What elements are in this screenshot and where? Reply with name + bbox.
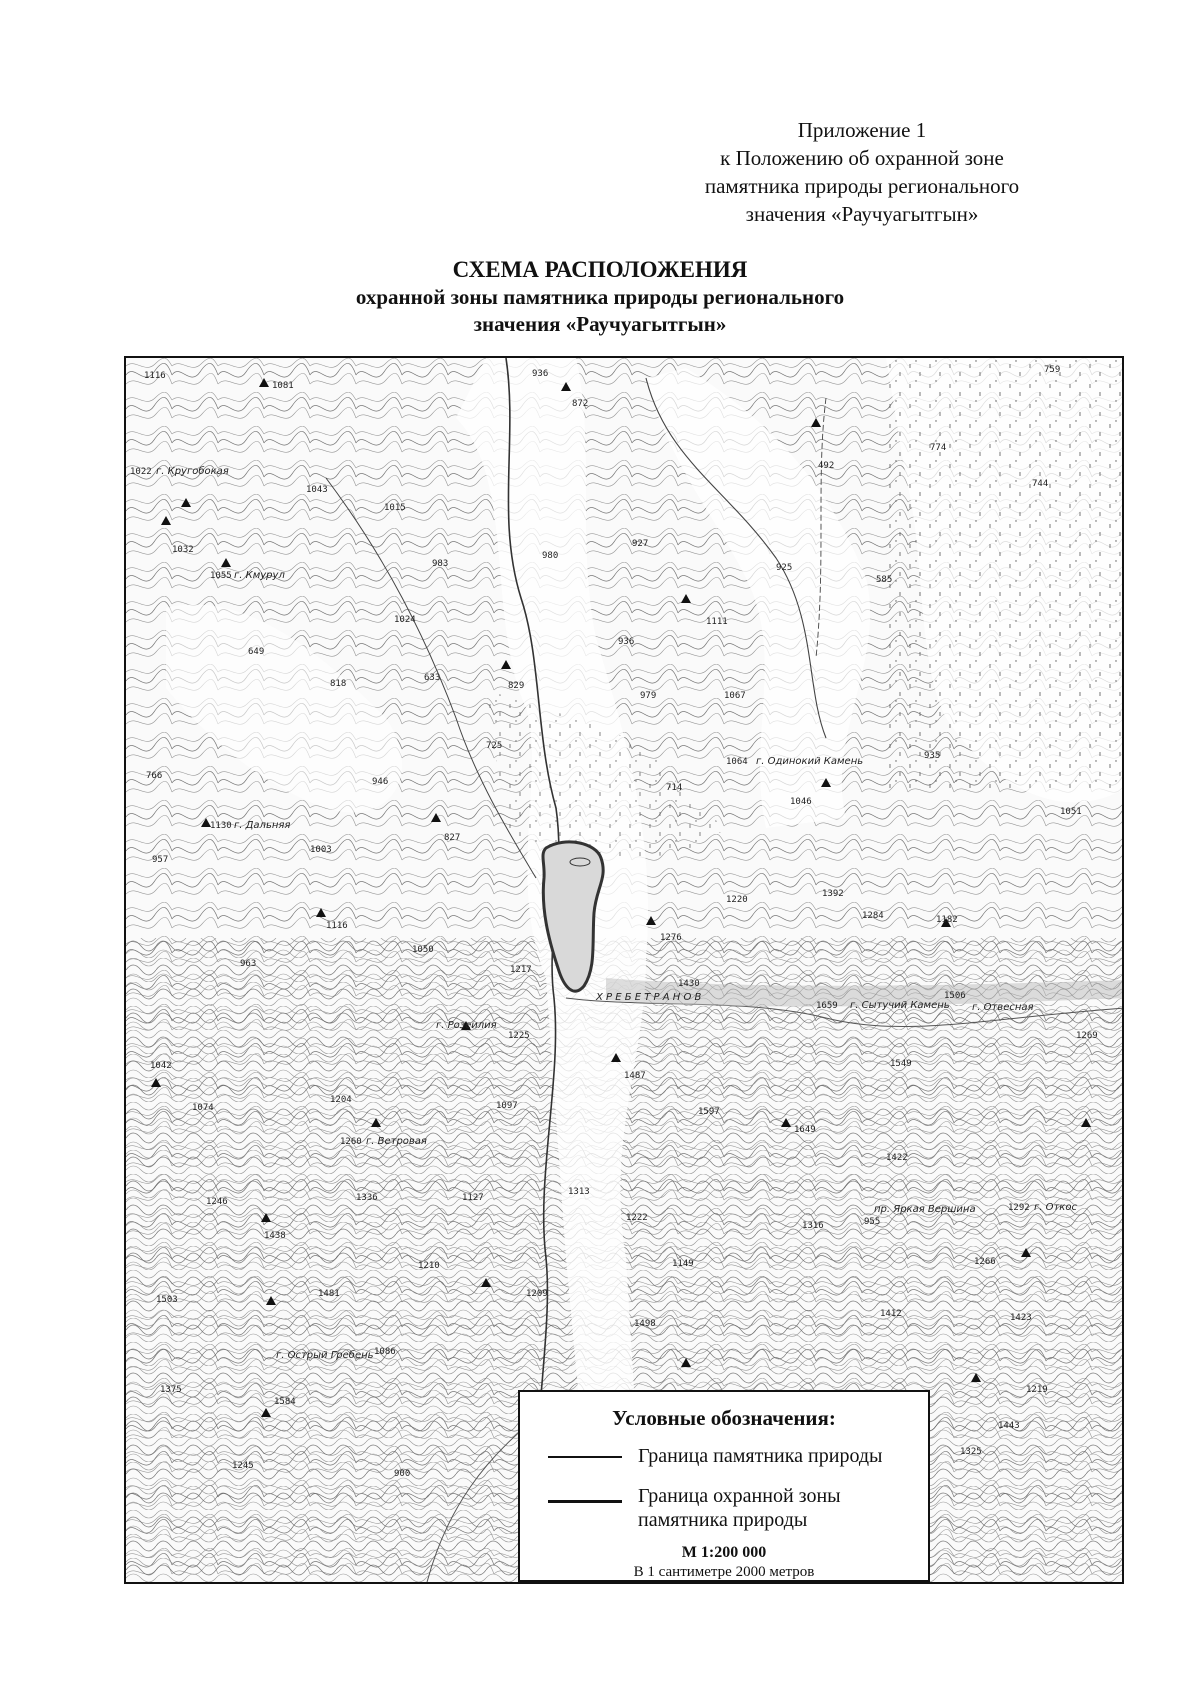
elev-1086: 1086 [374,1347,396,1357]
elev-1032: 1032 [172,545,194,555]
elev-714: 714 [666,783,683,793]
name-otkos: г. Откос [1034,1202,1077,1213]
name-rozeiliya: г. Розеилия [436,1020,497,1031]
elev-1313: 1313 [568,1187,590,1197]
elev-1127: 1127 [462,1193,484,1203]
elev-1503: 1503 [156,1295,178,1305]
elev-1659: 1659 [816,1001,838,1011]
elev-1149: 1149 [672,1259,694,1269]
name-yarkaya: пр. Яркая Вершина [874,1204,976,1215]
elev-1487: 1487 [624,1071,646,1081]
title-line-1: СХЕМА РАСПОЛОЖЕНИЯ [452,257,748,282]
elev-1260: 1260 [340,1137,362,1147]
legend-scale: М 1:200 000 [681,1544,767,1561]
elev-1269: 1269 [1076,1031,1098,1041]
elev-1042: 1042 [150,1061,172,1071]
elev-1097: 1097 [496,1101,518,1111]
elev-927: 927 [632,539,649,549]
name-kmurul: г. Кмурул [234,570,285,581]
elev-1649: 1649 [794,1125,816,1135]
name-sytuchiy: г. Сытучий Камень [850,1000,950,1011]
name-krugobokaya: г. Кругобокая [156,466,229,477]
elev-935: 935 [924,751,941,761]
legend-line-protected-zone [548,1500,622,1503]
elev-1074: 1074 [192,1103,214,1113]
elev-1111: 1111 [706,617,728,627]
name-khrebet: Х Р Е Б Е Т Р А Н О В [596,992,702,1003]
elev-1051: 1051 [1060,807,1082,817]
map-legend [518,1390,930,1582]
elev-1245: 1245 [232,1461,254,1471]
elev-1081: 1081 [272,381,294,391]
elev-1481: 1481 [318,1289,340,1299]
legend-item-monument: Граница памятника природы [638,1445,883,1467]
elev-1220: 1220 [726,895,748,905]
elev-766: 766 [146,771,163,781]
elev-1336: 1336 [356,1193,378,1203]
elev-1024: 1024 [394,615,416,625]
elev-1325: 1325 [960,1447,982,1457]
annex-line-1: Приложение 1 [797,118,927,142]
elev-1222: 1222 [626,1213,648,1223]
elev-1209: 1209 [526,1289,548,1299]
document-title [0,256,1200,338]
title-line-2: охранной зоны памятника природы регионального [355,285,845,309]
elev-1498: 1498 [634,1319,656,1329]
name-dalnyaya: г. Дальняя [234,820,291,831]
elev-1204: 1204 [330,1095,352,1105]
name-vetrovaya: г. Ветровая [366,1136,427,1147]
elev-1064: 1064 [726,757,748,767]
elev-963: 963 [240,959,257,969]
name-ostry: г. Острый Гребень [276,1350,374,1361]
legend-scale-note: В 1 сантиметре 2000 метров [633,1564,815,1580]
elev-1116b: 1116 [326,921,348,931]
elev-1182: 1182 [936,915,958,925]
elev-1246: 1246 [206,1197,228,1207]
elev-633: 633 [424,673,441,683]
annex-line-2: к Положению об охранной зоне [720,146,1004,170]
elev-1430: 1430 [678,979,700,989]
elev-946: 946 [372,777,389,787]
elev-818: 818 [330,679,347,689]
elev-649: 649 [248,647,265,657]
elev-925: 925 [776,563,793,573]
elev-1116: 1116 [144,371,166,381]
elev-1046: 1046 [790,797,812,807]
elev-827: 827 [444,833,461,843]
elev-1584: 1584 [274,1397,296,1407]
elev-1422: 1422 [886,1153,908,1163]
name-otvesnaya: г. Отвесная [972,1002,1034,1013]
elev-900: 900 [394,1469,411,1479]
legend-line-monument [548,1456,622,1458]
elev-759: 759 [1044,365,1061,375]
elev-1597: 1597 [698,1107,720,1117]
elev-872: 872 [572,399,589,409]
elev-1217: 1217 [510,965,532,975]
elev-1506: 1506 [944,991,966,1001]
elev-1423: 1423 [1010,1313,1032,1323]
elev-829: 829 [508,681,525,691]
elev-492: 492 [818,461,835,471]
elev-1210: 1210 [418,1261,440,1271]
elev-1022: 1022 [130,467,152,477]
legend-item-zone-line1: Граница охранной зоны [638,1485,841,1507]
elev-957: 957 [152,855,169,865]
elev-1003: 1003 [310,845,332,855]
elev-1276: 1276 [660,933,682,943]
elev-1443: 1443 [998,1421,1020,1431]
elev-1284: 1284 [862,911,884,921]
elev-1225: 1225 [508,1031,530,1041]
elev-585: 585 [876,575,893,585]
elev-1549: 1549 [890,1059,912,1069]
annex-line-3: памятника природы регионального [704,174,1020,198]
elev-744: 744 [1032,479,1049,489]
elev-1375: 1375 [160,1385,182,1395]
elev-983: 983 [432,559,449,569]
elev-774: 774 [930,443,947,453]
northeast-marsh [886,358,1124,788]
elev-1438: 1438 [264,1231,286,1241]
legend-item-zone-line2: памятника природы [638,1509,808,1531]
title-line-3: значения «Раучуагытгын» [473,312,727,336]
elev-980: 980 [542,551,559,561]
elev-1067: 1067 [724,691,746,701]
elev-1015: 1015 [384,503,406,513]
elev-979: 979 [640,691,657,701]
annex-header [652,116,1072,228]
elev-936: 936 [532,369,549,379]
elev-725: 725 [486,741,503,751]
annex-line-4: значения «Раучуагытгын» [745,202,979,226]
elev-1050: 1050 [412,945,434,955]
elev-1316: 1316 [802,1221,824,1231]
elev-1219: 1219 [1026,1385,1048,1395]
elev-936b: 936 [618,637,635,647]
elev-1055: 1055 [210,571,232,581]
elev-1292: 1292 [1008,1203,1030,1213]
legend-title: Условные обозначения: [612,1406,836,1430]
name-odinokiy: г. Одинокий Камень [756,756,864,767]
elev-1392: 1392 [822,889,844,899]
elev-1043: 1043 [306,485,328,495]
elev-1266: 1266 [974,1257,996,1267]
elev-1412: 1412 [880,1309,902,1319]
elev-1130: 1130 [210,821,232,831]
elev-955: 955 [864,1217,881,1227]
